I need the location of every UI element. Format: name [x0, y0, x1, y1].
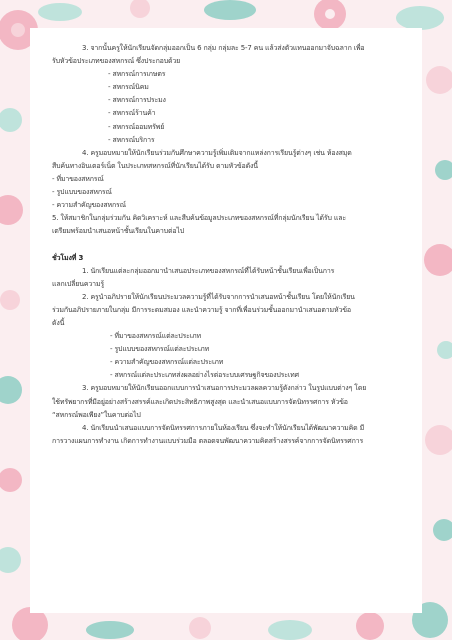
list-item: - สหกรณ์แต่ละประเภทส่งผลอย่างไรต่อระบบเศรษฐกิจของประเทศ [110, 371, 299, 380]
body-line: ร่วมกันอภิปรายภายในกลุ่ม มีการระดมสมอง และนำความรู้ จากที่เพื่อนร่วมชั้นออกมานำเสนอตามหัวข้อ [52, 305, 351, 314]
list-item: - สหกรณ์การประมง [108, 96, 166, 105]
list-item: - สหกรณ์การเกษตร [108, 70, 166, 79]
body-line: ดังนี้ [52, 318, 65, 327]
list-item: - สหกรณ์ร้านค้า [108, 109, 156, 118]
list-item: - สหกรณ์ออมทรัพย์ [108, 122, 165, 131]
body-line: 4. นักเรียนนำเสนอแบบการจัดนิทรรศการภายในห้องเรียน ซึ่งจะทำให้นักเรียนได้พัฒนาความคิด มี [82, 423, 365, 432]
body-line: 4. ครูมอบหมายให้นักเรียนร่วมกันศึกษาความรู้เพิ่มเติมจากแหล่งการเรียนรู้ต่างๆ เช่น ห้องสมุด [82, 148, 352, 157]
spacer [52, 238, 404, 251]
body-line: การวางแผนการทำงาน เกิดการทำงานแบบร่วมมือ ตลอดจนพัฒนาความคิดสร้างสรรค์จากการจัดนิทรรศการ [52, 436, 364, 445]
list-item: - สหกรณ์นิคม [108, 83, 149, 92]
list-item: - ความสำคัญของสหกรณ์ [52, 201, 126, 210]
body-line: รับหัวข้อประเภทของสหกรณ์ ซึ่งประกอบด้วย [52, 57, 181, 66]
body-line: 1. นักเรียนแต่ละกลุ่มออกมานำเสนอประเภทของสหกรณ์ที่ได้รับหน้าชั้นเรียนเพื่อเป็นการ [82, 266, 335, 275]
body-line: ใช้ทรัพยากรที่มีอยู่อย่างสร้างสรรค์และเกิดประสิทธิภาพสูงสุด และนำเสนอแบบการจัดนิทรรศการ หัวข้อ [52, 397, 348, 406]
list-item: - สหกรณ์บริการ [108, 135, 155, 144]
body-line: เตรียมพร้อมนำเสนอหน้าชั้นเรียนในคาบต่อไป [52, 227, 185, 236]
body-line: 5. ให้สมาชิกในกลุ่มร่วมกัน คิดวิเคราะห์ และสืบค้นข้อมูลประเภทของสหกรณ์ที่กลุ่มนักเรียน ได้รับ และ [52, 214, 347, 223]
document-body [52, 42, 404, 448]
list-item: - ที่มาของสหกรณ์แต่ละประเภท [110, 332, 201, 341]
body-line: “สหกรณ์พอเพียง”ในคาบต่อไป [52, 410, 141, 419]
body-line: 3. จากนั้นครูให้นักเรียนจัดกลุ่มออกเป็น 6 กลุ่ม กลุ่มละ 5-7 คน แล้วส่งตัวแทนออกมาจับฉลาก เพื่อ [82, 44, 365, 52]
body-line: สืบค้นทางอินเตอร์เน็ต ในประเภทสหกรณ์ที่นักเรียนได้รับ ตามหัวข้อดังนี้ [52, 161, 258, 170]
section-heading: ชั่วโมงที่ 3 [52, 253, 84, 262]
body-line: 3. ครูมอบหมายให้นักเรียนออกแบบการนำเสนอการประมวลผลความรู้ดังกล่าว ในรูปแบบต่างๆ โดย [82, 384, 367, 393]
list-item: - ที่มาของสหกรณ์ [52, 174, 104, 183]
body-line: แลกเปลี่ยนความรู้ [52, 279, 105, 288]
body-line: 2. ครูนำอภิปรายให้นักเรียนประมวลความรู้ที่ได้รับจากการนำเสนอหน้าชั้นเรียน โดยให้นักเรียน [82, 292, 355, 301]
list-item: - รูปแบบของสหกรณ์ [52, 188, 112, 197]
document-page [30, 28, 422, 613]
list-item: - ความสำคัญของสหกรณ์แต่ละประเภท [110, 358, 224, 367]
list-item: - รูปแบบของสหกรณ์แต่ละประเภท [110, 345, 210, 354]
